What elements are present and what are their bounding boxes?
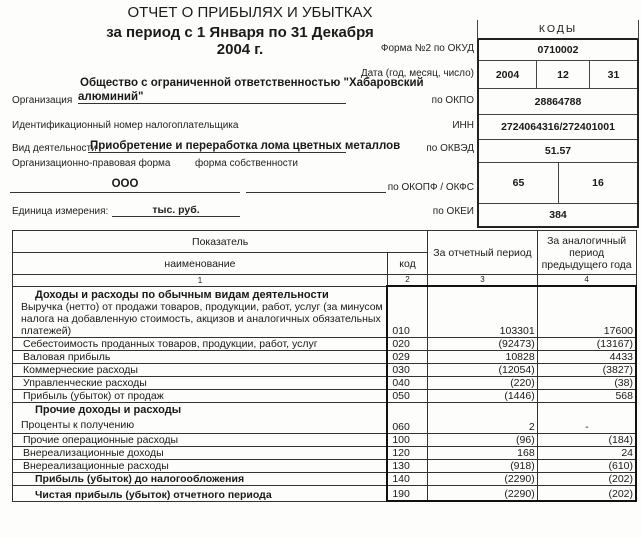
table-row [13,337,637,350]
row-code: 010 [387,286,427,337]
row-current: (220) [428,376,538,389]
organization-label: Организация [12,95,73,106]
codes-header: КОДЫ [477,20,639,40]
okei-label: по ОКЕИ [432,206,474,217]
col-num-3: 3 [428,275,538,287]
row-code: 060 [387,402,427,433]
previous-period-header: За аналогичный период предыдущего года [537,231,636,275]
row-previous: (202) [537,472,636,485]
row-code: 140 [387,472,427,485]
date-label: Дата (год, месяц, число) [360,68,474,79]
table-row [13,402,637,433]
inn-code: 2724064316/272401001 [479,115,637,140]
col-num-1: 1 [13,275,388,287]
indicator-header: Показатель [13,231,428,253]
inn-label: ИНН [452,120,474,131]
row-name: Внереализационные расходы [13,459,388,472]
legal-form-label: Организационно-правовая форма [12,158,171,169]
activity-value: Приобретение и переработка лома цветных металлов [90,140,401,152]
row-code: 100 [387,433,427,446]
row-previous: 4433 [537,350,636,363]
row-current: (2290) [428,472,538,485]
current-period-header: За отчетный период [428,231,538,275]
okpo-code: 28864788 [479,89,637,115]
okei-code: 384 [549,209,567,221]
row-previous: - [537,402,636,433]
row-name: Управленческие расходы [13,376,388,389]
row-name: Чистая прибыль (убыток) отчетного периода [13,485,388,501]
table-row [13,472,637,485]
row-name: Коммерческие расходы [13,363,388,376]
row-previous: (184) [537,433,636,446]
row-previous: (610) [537,459,636,472]
row-previous: 24 [537,446,636,459]
section-other: Прочие доходы и расходы [35,403,182,416]
table-row [13,376,637,389]
row-name: Прибыль (убыток) до налогообложения [13,472,388,485]
row-current: (918) [428,459,538,472]
okopf-okfs-label: по ОКОПФ / ОКФС [387,182,474,193]
row-current: 168 [428,446,538,459]
row-code: 030 [387,363,427,376]
date-codes [479,61,637,89]
okfs-code: 16 [592,177,604,189]
col-num-4: 4 [537,275,636,287]
row-previous: 568 [537,389,636,402]
row-current: 103301 [428,286,538,337]
row-current: (1446) [428,389,538,402]
row-current: (96) [428,433,538,446]
date-day: 31 [607,68,620,81]
row-code: 050 [387,389,427,402]
row-code: 029 [387,350,427,363]
table-row [13,433,637,446]
code-header: код [387,253,427,275]
ownership-label: форма собственности [195,158,298,169]
unit-label: Единица измерения: [12,206,109,217]
row-name: Прочие операционные расходы [13,433,388,446]
okved-label: по ОКВЭД [426,143,474,154]
row-current: 10828 [428,350,538,363]
okved-code: 51.57 [479,140,637,163]
row-name: Валовая прибыль [13,350,388,363]
legal-form-value: ООО [10,178,240,193]
row-previous: (38) [537,376,636,389]
row-name: Проценты к получению [21,418,135,431]
unit-value: тыс. руб. [112,204,240,217]
table-row [13,446,637,459]
report-title: ОТЧЕТ О ПРИБЫЛЯХ И УБЫТКАХ [127,4,373,21]
inn-long-label: Идентификационный номер налогоплательщика [12,120,239,131]
codes-box [477,20,639,228]
organization-value-line1: Общество с ограниченной ответственностью "Хабаровский [80,77,424,89]
interest-cell [13,402,388,433]
table-row [13,350,637,363]
row-previous: 17600 [537,286,636,337]
revenue-cell [13,286,388,337]
row-code: 040 [387,376,427,389]
row-code: 190 [387,485,427,501]
form-okud-label: Форма №2 по ОКУД [380,43,474,54]
okpo-label: по ОКПО [431,95,474,106]
row-name: Себестоимость проданных товаров, продукции, работ, услуг [13,337,388,350]
section-ordinary: Доходы и расходы по обычным видам деятельности [35,288,329,301]
table-row [13,485,637,501]
col-num-2: 2 [387,275,427,287]
income-statement-table [12,230,637,502]
date-year: 2004 [479,61,537,88]
report-period: за период с 1 Января по 31 Декабря 2004 г. [106,24,374,58]
row-code: 130 [387,459,427,472]
date-month: 12 [537,61,590,88]
table-row [13,286,637,337]
activity-label: Вид деятельности [12,143,97,154]
okud-code: 0710002 [479,40,637,61]
name-header: наименование [13,253,388,275]
row-code: 120 [387,446,427,459]
okopf-code: 65 [479,163,559,203]
row-code: 020 [387,337,427,350]
table-row [13,459,637,472]
row-previous: (3827) [537,363,636,376]
organization-value-line2: алюминий" [78,91,346,104]
table-row [13,363,637,376]
table-row [13,389,637,402]
row-previous: (13167) [537,337,636,350]
row-current: 2 [428,402,538,433]
row-current: (2290) [428,485,538,501]
okopf-okfs-codes [479,163,637,204]
ownership-value [246,178,386,193]
row-name: Внереализационные доходы [13,446,388,459]
row-current: (12054) [428,363,538,376]
row-previous: (202) [537,485,636,501]
row-current: (92473) [428,337,538,350]
row-name: Прибыль (убыток) от продаж [13,389,388,402]
row-name: Выручка (нетто) от продажи товаров, продукции, работ, услуг (за минусом налога на добавленную стоимость, акцизов и аналогичных обязательных платежей) [21,300,383,337]
